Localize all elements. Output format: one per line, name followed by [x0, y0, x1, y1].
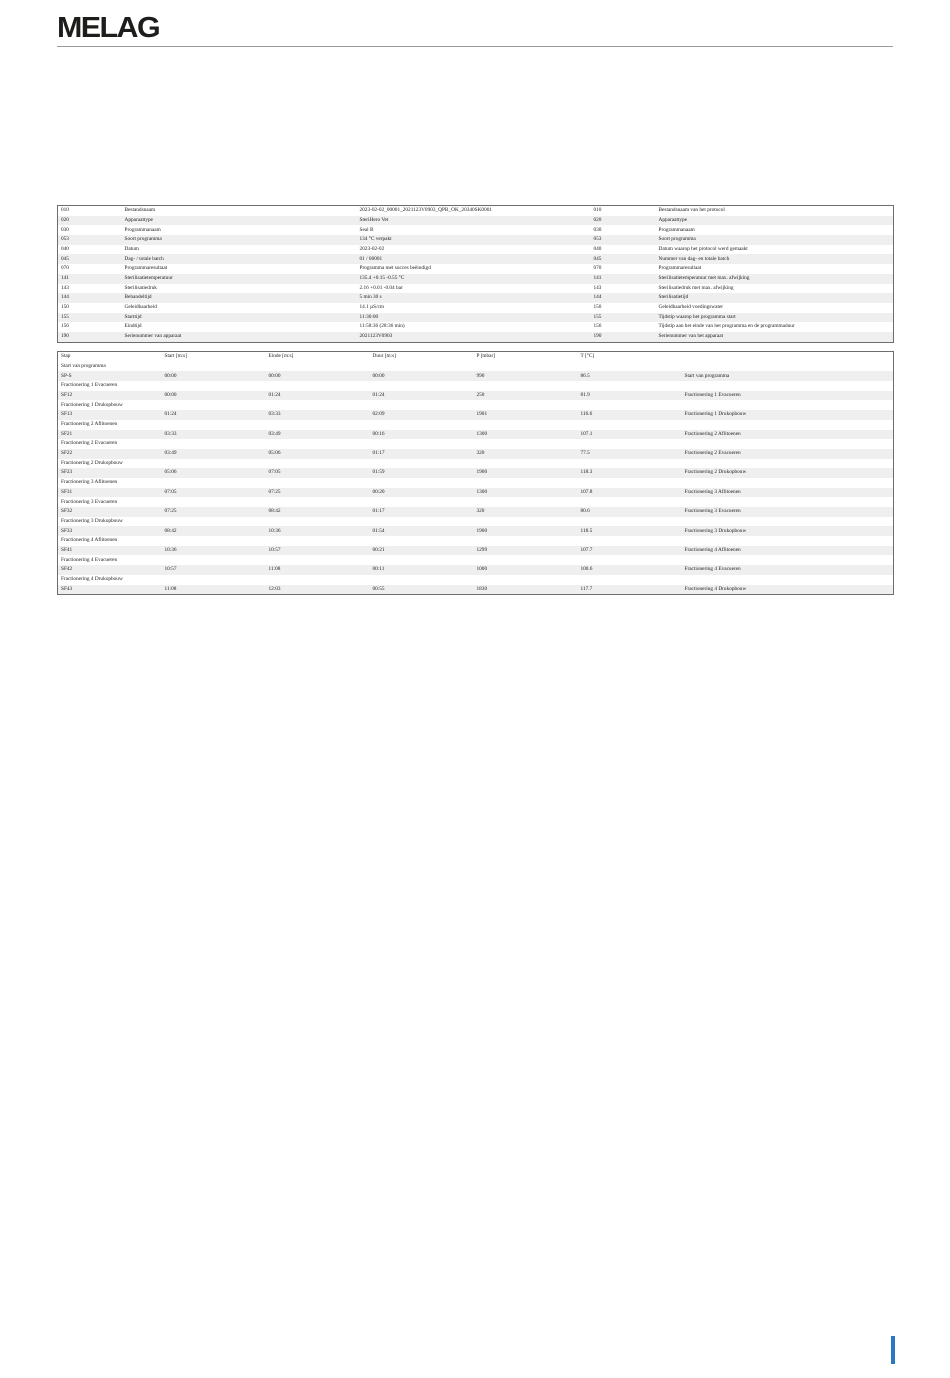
step-duration-cell: 00:21	[370, 546, 474, 556]
meta-description-cell: Sterilisatiedruk met max. afwijking	[658, 284, 734, 291]
section-row	[58, 517, 894, 527]
meta-row	[58, 264, 894, 274]
meta-code2-cell: 143	[593, 284, 602, 291]
meta-value-cell: 5 min 30 s	[357, 293, 591, 303]
header-divider	[57, 46, 893, 47]
section-label: Fractionering 4 Evacueren	[61, 556, 118, 563]
meta-label-cell: Serienummer van apparaat	[122, 332, 357, 342]
step-step-cell: SF32	[58, 507, 162, 517]
step-step-cell: SF33	[58, 526, 162, 536]
meta-label-cell: Programmaresultaat	[124, 265, 168, 272]
col-description-header	[682, 352, 894, 362]
meta-label-cell: Apparaattype	[122, 216, 357, 226]
col-temperature-header: T [°C]	[580, 353, 595, 360]
section-label: Fractionering 2 Evacueren	[61, 440, 118, 447]
step-row	[58, 430, 894, 440]
meta-code2-cell: 010	[593, 207, 602, 214]
step-pressure-cell: 990	[474, 371, 578, 381]
step-start-cell: 11:08	[162, 585, 266, 595]
step-description-cell: Fractionering 2 Evacueren	[682, 449, 894, 459]
step-description-cell: Fractionering 4 Evacueren	[682, 565, 894, 575]
meta-row	[58, 293, 894, 303]
step-step-cell: SF12	[58, 391, 162, 401]
meta-row	[58, 332, 894, 342]
meta-code-cell: 190	[58, 332, 122, 342]
step-end-cell: 01:24	[266, 391, 370, 401]
step-duration-cell: 02:09	[370, 410, 474, 420]
step-duration-cell: 00:00	[370, 371, 474, 381]
meta-code-cell: 144	[58, 293, 122, 303]
col-pressure-header: P [mbar]	[476, 353, 495, 360]
section-label: Fractionering 2 Aflitoenen	[61, 421, 118, 427]
step-pressure-cell: 320	[474, 449, 578, 459]
step-row	[58, 468, 894, 478]
step-end-cell: 10:57	[266, 546, 370, 556]
step-step-cell: SF23	[58, 468, 162, 478]
step-row	[58, 507, 894, 517]
meta-value-cell: Seal B	[359, 226, 374, 233]
meta-code-cell: 155	[58, 313, 122, 323]
meta-row	[58, 284, 894, 294]
meta-description-cell: Datum waarop het protocol werd gemaakt	[658, 245, 748, 252]
step-row	[58, 488, 894, 498]
section-row	[58, 555, 894, 565]
step-temperature-cell: 107.1	[578, 430, 682, 440]
step-temperature-cell: 81.9	[578, 391, 682, 401]
meta-code-cell: 045	[58, 254, 122, 264]
meta-code2-cell: 156	[593, 323, 602, 330]
step-temperature-cell: 107.7	[578, 546, 682, 556]
section-row	[58, 400, 894, 410]
step-description-cell: Start van programma	[682, 371, 894, 381]
meta-label-cell: Sterilisatiedruk	[124, 284, 157, 291]
step-temperature-cell: 77.5	[578, 449, 682, 459]
step-duration-cell: 01:24	[370, 391, 474, 401]
meta-row	[58, 235, 894, 245]
meta-code2-cell: 053	[591, 235, 656, 245]
step-duration-cell: 00:16	[370, 430, 474, 440]
meta-code-cell: 040	[61, 245, 69, 252]
step-duration-cell: 01:59	[370, 468, 474, 478]
step-step-cell: SF31	[58, 488, 162, 498]
step-start-cell: 10:57	[162, 565, 266, 575]
step-row	[58, 371, 894, 381]
steps-header-row	[58, 352, 894, 362]
meta-value-cell: 2021123V0903	[357, 332, 591, 342]
meta-code-cell: 070	[61, 265, 69, 272]
section-label: Fractionering 3 Drukopbouw	[61, 517, 123, 524]
meta-label-cell: Soort programma	[122, 235, 357, 245]
step-duration-cell: 01:17	[370, 449, 474, 459]
step-pressure-cell: 1300	[474, 488, 578, 498]
step-start-cell: 00:00	[162, 391, 266, 401]
step-step-cell: SF42	[58, 565, 162, 575]
step-row	[58, 546, 894, 556]
meta-code2-cell: 020	[591, 216, 656, 226]
step-pressure-cell: 1830	[474, 585, 578, 595]
step-description-cell: Fractionering 4 Aflitoenen	[682, 546, 894, 556]
meta-value-cell: 2.16 +0.01 -0.04 bar	[359, 284, 403, 291]
step-row	[58, 526, 894, 536]
step-description-cell: Fractionering 2 Aflitoenen	[682, 430, 894, 440]
step-description-cell: Fractionering 3 Aflitoenen	[682, 488, 894, 498]
step-duration-cell: 00:11	[370, 565, 474, 575]
meta-description-cell: Tijdstip aan het einde van het programma en de programmaduur	[658, 323, 795, 330]
meta-code2-cell: 070	[593, 265, 602, 272]
step-end-cell: 12:03	[266, 585, 370, 595]
step-start-cell: 01:24	[162, 410, 266, 420]
col-step-header: Stap	[61, 353, 71, 360]
meta-row	[58, 254, 894, 264]
meta-code-cell: 156	[61, 323, 69, 330]
section-label: Start van programma	[61, 362, 106, 369]
meta-description-cell: Serienummer van het apparaat	[656, 332, 894, 342]
meta-description-cell: Soort programma	[656, 235, 894, 245]
meta-code-cell: 143	[61, 284, 69, 291]
meta-code2-cell: 144	[591, 293, 656, 303]
step-end-cell: 07:25	[266, 488, 370, 498]
step-description-cell: Fractionering 1 Drukopbouw	[682, 410, 894, 420]
step-end-cell: 08:42	[266, 507, 370, 517]
meta-code-cell: 150	[61, 304, 69, 311]
meta-code-cell: 020	[58, 216, 122, 226]
section-label: Fractionering 2 Drukopbouw	[61, 459, 123, 466]
step-end-cell: 00:00	[266, 371, 370, 381]
step-temperature-cell: 117.7	[578, 585, 682, 595]
meta-label-cell: Behandeltijd	[122, 293, 357, 303]
meta-description-cell: Apparaattype	[656, 216, 894, 226]
section-row	[58, 459, 894, 469]
section-label: Fractionering 1 Drukopbouw	[61, 401, 123, 408]
step-temperature-cell: 100.6	[578, 565, 682, 575]
section-label: Fractionering 4 Drukopbouw	[61, 576, 123, 582]
step-temperature-cell: 80.6	[578, 507, 682, 517]
section-row	[58, 381, 894, 391]
meta-code-cell: 053	[58, 235, 122, 245]
meta-row	[58, 225, 894, 235]
step-row	[58, 449, 894, 459]
step-temperature-cell: 116.6	[578, 410, 682, 420]
step-end-cell: 11:08	[266, 565, 370, 575]
step-pressure-cell: 1300	[474, 430, 578, 440]
meta-code2-cell: 141	[591, 274, 656, 284]
step-pressure-cell: 1000	[474, 565, 578, 575]
step-description-cell: Fractionering 1 Evacueren	[682, 391, 894, 401]
meta-code-cell: 030	[61, 226, 69, 233]
step-end-cell: 10:36	[266, 526, 370, 536]
section-label: Fractionering 4 Aflitoenen	[61, 537, 118, 544]
step-end-cell: 05:06	[266, 449, 370, 459]
meta-value-cell: 2023-02-02_00001_2021123V0903_QPB_OK_20340SK0001	[359, 207, 493, 214]
meta-row	[58, 245, 894, 255]
protocol-info-table	[57, 205, 894, 343]
step-pressure-cell: 250	[474, 391, 578, 401]
col-end-header: Einde [m:s]	[268, 353, 294, 360]
step-step-cell: SF22	[58, 449, 162, 459]
program-steps-table	[57, 351, 894, 595]
step-row	[58, 565, 894, 575]
col-duration-header: Duur [m:s]	[372, 353, 396, 360]
step-duration-cell: 01:54	[370, 526, 474, 536]
meta-row	[58, 216, 894, 226]
step-temperature-cell: 86.5	[578, 371, 682, 381]
meta-code2-cell: 150	[593, 304, 602, 311]
step-pressure-cell: 1900	[474, 526, 578, 536]
section-label: Fractionering 1 Evacueren	[61, 382, 118, 389]
meta-value-cell: 14.1 µS/cm	[359, 304, 385, 311]
meta-row	[58, 322, 894, 332]
step-pressure-cell: 320	[474, 507, 578, 517]
step-row	[58, 585, 894, 595]
step-temperature-cell: 118.3	[578, 468, 682, 478]
step-step-cell: SF13	[58, 410, 162, 420]
meta-description-cell: Sterilisatietemperatuur met max. afwijking	[656, 274, 894, 284]
page-marker	[891, 1336, 895, 1364]
melag-logo: MELAG	[57, 12, 160, 44]
section-row	[58, 536, 894, 546]
meta-code2-cell: 190	[591, 332, 656, 342]
step-row	[58, 391, 894, 401]
meta-value-cell: 135.4 +0.15 -0.55 °C	[357, 274, 591, 284]
step-start-cell: 07:05	[162, 488, 266, 498]
section-row	[58, 497, 894, 507]
col-start-header: Start [m:s]	[164, 353, 188, 360]
meta-description-cell: Bestandsnaam van het protocol	[658, 207, 725, 214]
step-start-cell: 00:00	[162, 371, 266, 381]
step-step-cell: SP-S	[58, 371, 162, 381]
step-step-cell: SF43	[58, 585, 162, 595]
step-start-cell: 03:33	[162, 430, 266, 440]
step-duration-cell: 00:55	[370, 585, 474, 595]
step-start-cell: 05:06	[162, 468, 266, 478]
step-step-cell: SF21	[58, 430, 162, 440]
section-label: Fractionering 3 Aflitoenen	[61, 479, 118, 486]
section-label: Fractionering 3 Evacueren	[61, 498, 118, 505]
step-description-cell: Fractionering 2 Drukopbouw	[682, 468, 894, 478]
meta-description-cell: Geleidbaarheid voedingswater	[658, 304, 724, 311]
meta-code-cell: 010	[61, 207, 69, 214]
meta-label-cell: Dag- / totale batch	[122, 254, 357, 264]
step-step-cell: SF41	[58, 546, 162, 556]
step-pressure-cell: 1900	[474, 468, 578, 478]
meta-label-cell: Datum	[124, 245, 139, 252]
meta-value-cell: 2023-02-02	[359, 245, 385, 252]
step-start-cell: 03:49	[162, 449, 266, 459]
meta-description-cell: Programmanaam	[658, 226, 695, 233]
meta-code2-cell: 030	[593, 226, 602, 233]
meta-label-cell: Eindtijd	[124, 323, 142, 330]
meta-row	[58, 313, 894, 323]
step-description-cell: Fractionering 3 Evacueren	[682, 507, 894, 517]
meta-label-cell: Bestandsnaam	[124, 207, 156, 214]
meta-row	[58, 303, 894, 313]
step-description-cell: Fractionering 3 Drukopbouw	[682, 526, 894, 536]
step-end-cell: 07:05	[266, 468, 370, 478]
step-end-cell: 03:33	[266, 410, 370, 420]
meta-description-cell: Tijdstip waarop het programma start	[656, 313, 894, 323]
meta-label-cell: Sterilisatietemperatuur	[122, 274, 357, 284]
section-row	[58, 439, 894, 449]
step-pressure-cell: 1901	[474, 410, 578, 420]
meta-row	[58, 206, 894, 216]
meta-code2-cell: 040	[593, 245, 602, 252]
step-row	[58, 410, 894, 420]
meta-code-cell: 141	[58, 274, 122, 284]
meta-row	[58, 274, 894, 284]
section-row	[58, 478, 894, 488]
meta-label-cell: Geleidbaarheid	[124, 304, 157, 311]
section-row	[58, 575, 894, 585]
meta-label-cell: Programmanaam	[124, 226, 161, 233]
step-pressure-cell: 1299	[474, 546, 578, 556]
step-end-cell: 03:49	[266, 430, 370, 440]
meta-description-cell: Nummer van dag- en totale batch	[656, 254, 894, 264]
meta-value-cell: Programma met succes beëindigd	[359, 265, 431, 272]
meta-code2-cell: 045	[591, 254, 656, 264]
meta-value-cell: 11:58:36 (28:36 min)	[359, 323, 405, 330]
step-description-cell: Fractionering 4 Drukopbouw	[682, 585, 894, 595]
meta-description-cell: Sterilisatietijd	[656, 293, 894, 303]
step-duration-cell: 01:17	[370, 507, 474, 517]
step-duration-cell: 00:20	[370, 488, 474, 498]
step-start-cell: 07:25	[162, 507, 266, 517]
step-temperature-cell: 118.5	[578, 526, 682, 536]
meta-value-cell: 134 °C verpakt	[357, 235, 591, 245]
meta-value-cell: 01 / 00001	[357, 254, 591, 264]
meta-label-cell: Starttijd	[122, 313, 357, 323]
step-temperature-cell: 107.8	[578, 488, 682, 498]
meta-code2-cell: 155	[591, 313, 656, 323]
meta-value-cell: SteriHero Vet	[357, 216, 591, 226]
meta-description-cell: Programmaresultaat	[658, 265, 702, 272]
meta-value-cell: 11:30:00	[357, 313, 591, 323]
section-row	[58, 420, 894, 430]
step-start-cell: 10:36	[162, 546, 266, 556]
step-start-cell: 08:42	[162, 526, 266, 536]
section-row	[58, 362, 894, 372]
